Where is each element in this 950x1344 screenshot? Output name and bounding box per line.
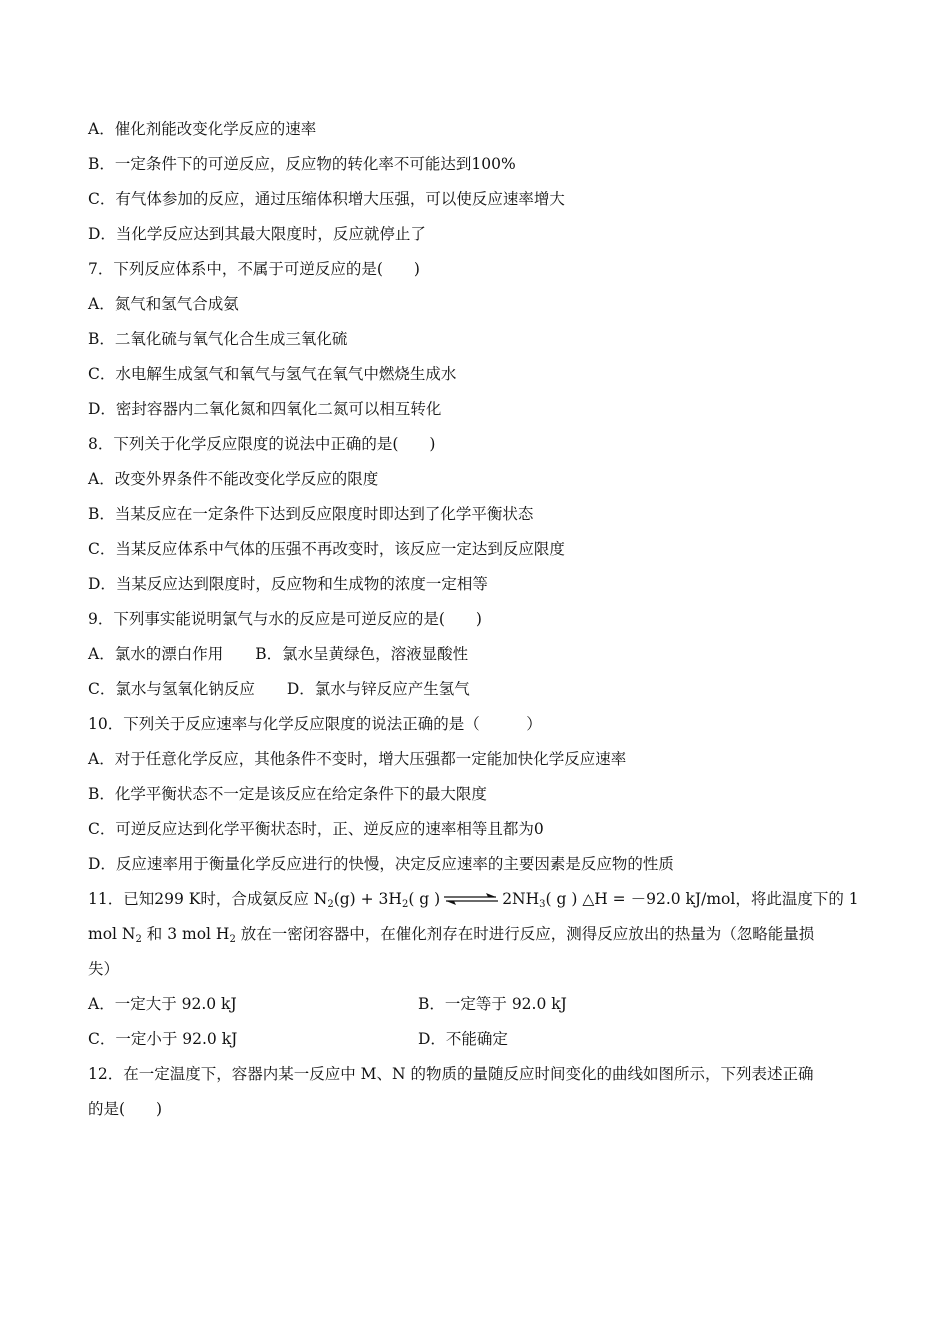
q11-stem-line3: 失）: [88, 960, 120, 978]
q8-option-a: A．改变外界条件不能改变化学反应的限度: [88, 470, 379, 488]
q12-stem-line1: 12．在一定温度下，容器内某一反应中 M、N 的物质的量随反应时间变化的曲线如图所示，下列表述正确: [88, 1065, 814, 1083]
document-page: [88, 112, 868, 1127]
q8-stem: 8．下列关于化学反应限度的说法中正确的是( ): [88, 435, 436, 453]
q10-option-c: C．可逆反应达到化学平衡状态时，正、逆反应的速率相等且都为0: [88, 820, 544, 838]
q10-option-b: B．化学平衡状态不一定是该反应在给定条件下的最大限度: [88, 785, 487, 803]
q9-stem: 9．下列事实能说明氯气与水的反应是可逆反应的是( ): [88, 610, 482, 628]
q7-option-c: C．水电解生成氢气和氧气与氢气在氧气中燃烧生成水: [88, 365, 457, 383]
q11-option-d: D．不能确定: [418, 1030, 508, 1048]
q10-option-a: A．对于任意化学反应，其他条件不变时，增大压强都一定能加快化学反应速率: [88, 750, 627, 768]
q9-option-c: C．氯水与氢氧化钠反应: [88, 680, 255, 698]
q7-option-a: A．氮气和氢气合成氨: [88, 295, 239, 313]
q11-stem-line2: mol $N_2$ 和 3 mol $H_2$ 放在一密闭容器中，在催化剂存在时进行反应，测得反应放出的热量为（忽略能量损: [88, 925, 815, 945]
q6-option-b: B．一定条件下的可逆反应，反应物的转化率不可能达到100%: [88, 155, 516, 173]
q9-options-cd: [88, 672, 868, 707]
q11-option-c: C．一定小于 92.0 kJ: [88, 1030, 238, 1048]
q8-option-c: C．当某反应体系中气体的压强不再改变时，该反应一定达到反应限度: [88, 540, 565, 558]
q11-stem-line1: 11．已知299 K时，合成氨反应 $N_2(g) + 3H_2$( g ) $2NH_3$( g ) △H = －92.0 kJ/mol，将此温度下的 1: [88, 890, 859, 910]
q7-option-d: D．密封容器内二氧化氮和四氧化二氮可以相互转化: [88, 400, 442, 418]
q10-option-d: D．反应速率用于衡量化学反应进行的快慢，决定反应速率的主要因素是反应物的性质: [88, 855, 674, 873]
q9-option-b: B．氯水呈黄绿色，溶液显酸性: [255, 645, 469, 663]
q8-option-d: D．当某反应达到限度时，反应物和生成物的浓度一定相等: [88, 575, 488, 593]
q12-stem-line2: 的是( ): [88, 1100, 163, 1118]
q11-option-a: A．一定大于 92.0 kJ: [88, 995, 237, 1013]
q9-options-ab: [88, 637, 868, 672]
q9-option-d: D．氯水与锌反应产生氢气: [286, 680, 470, 698]
q10-stem: 10．下列关于反应速率与化学反应限度的说法正确的是（ ）: [88, 715, 542, 733]
q7-stem: 7．下列反应体系中，不属于可逆反应的是( ): [88, 260, 420, 278]
q7-option-b: B．二氧化硫与氧气化合生成三氧化硫: [88, 330, 348, 348]
q6-option-c: C．有气体参加的反应，通过压缩体积增大压强，可以使反应速率增大: [88, 190, 565, 208]
q11-options-ab: [88, 987, 868, 1022]
q11-options-cd: [88, 1022, 868, 1057]
q6-option-a: A．催化剂能改变化学反应的速率: [88, 120, 317, 138]
q6-option-d: D．当化学反应达到其最大限度时，反应就停止了: [88, 225, 426, 243]
q9-option-a: A．氯水的漂白作用: [88, 645, 224, 663]
equilibrium-arrow-icon: [442, 892, 500, 906]
q11-option-b: B．一定等于 92.0 kJ: [418, 995, 567, 1013]
q8-option-b: B．当某反应在一定条件下达到反应限度时即达到了化学平衡状态: [88, 505, 534, 523]
